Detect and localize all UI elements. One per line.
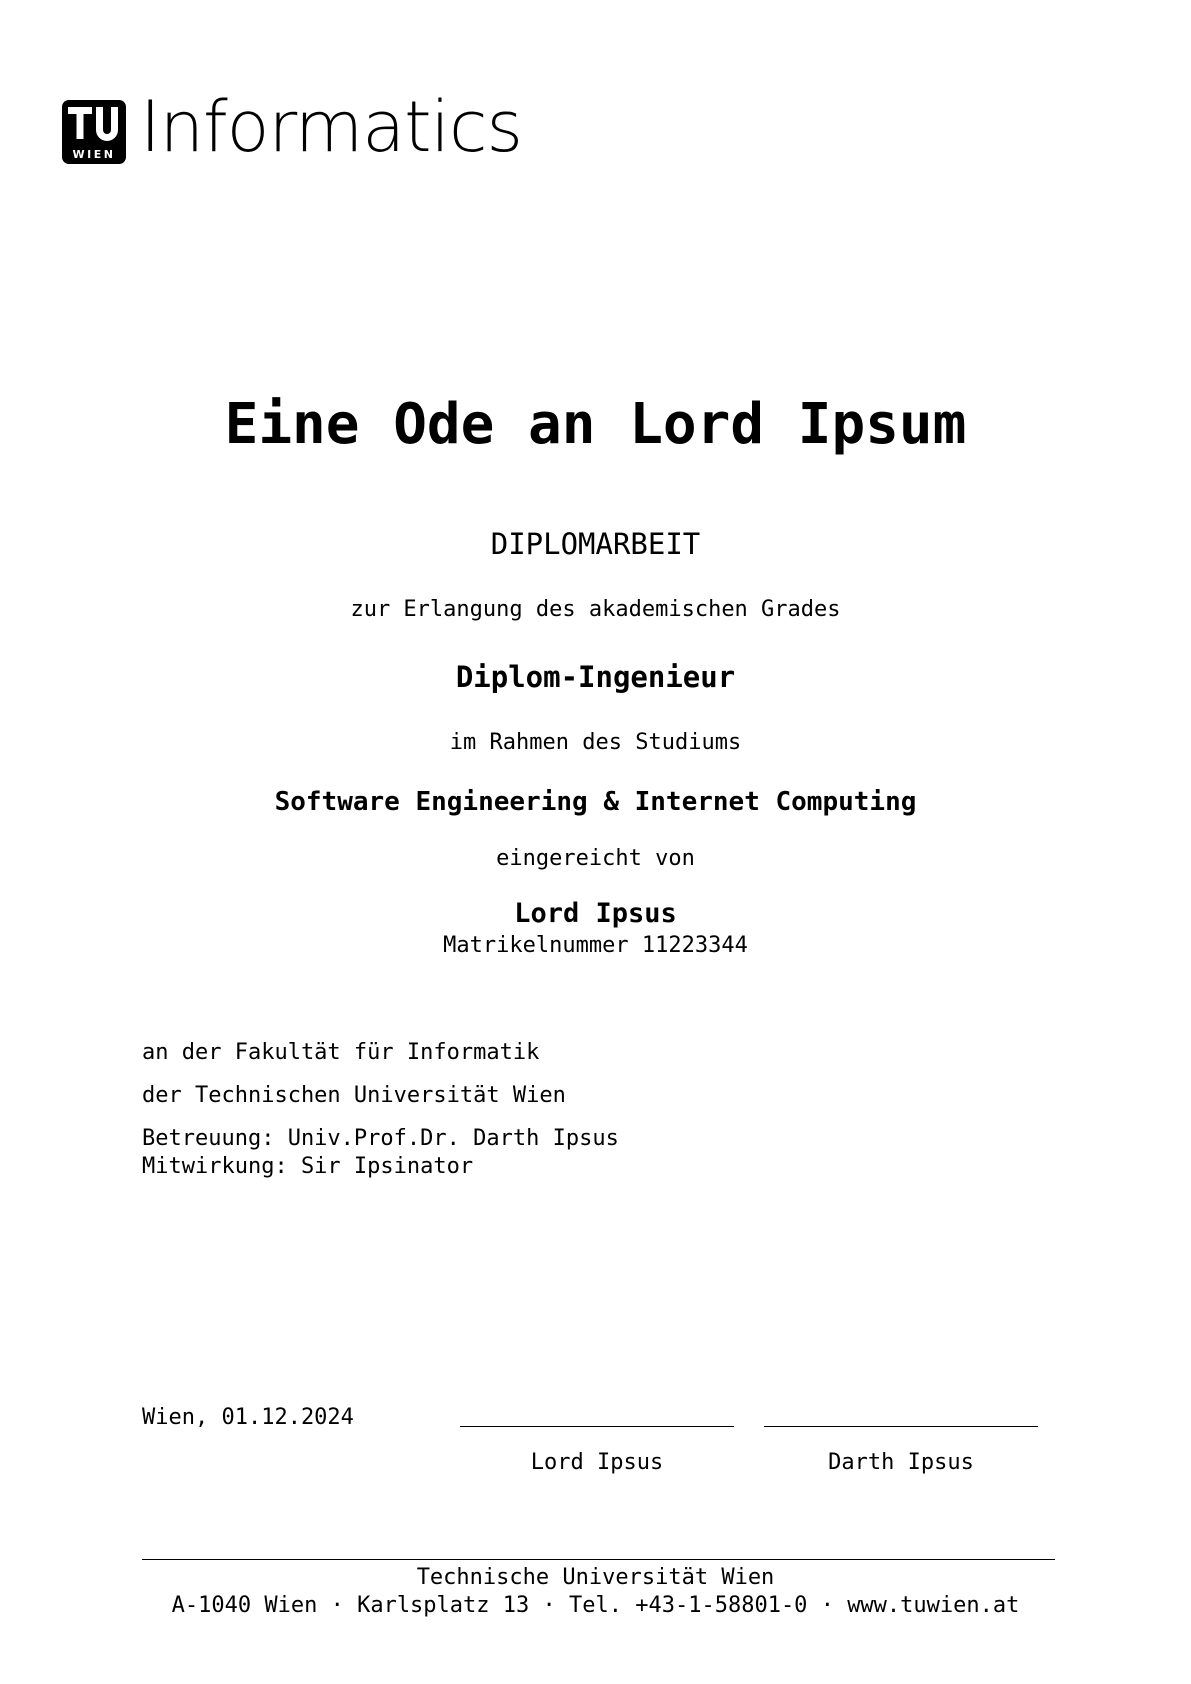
footer-separator: ·: [820, 1593, 834, 1618]
footer-institution: Technische Universität Wien: [416, 1565, 775, 1590]
thesis-title: Eine Ode an Lord Ipsum: [224, 392, 967, 457]
place-date: Wien, 01.12.2024: [142, 1405, 354, 1430]
footer-address: A-1040 Wien: [171, 1593, 318, 1618]
signature-line-author: [460, 1426, 734, 1427]
logo-wordmark: Informatics: [140, 86, 522, 168]
footer-street: Karlsplatz 13: [357, 1593, 530, 1618]
footer-website: www.tuwien.at: [847, 1593, 1020, 1618]
footer-phone: Tel. +43-1-58801-0: [569, 1593, 808, 1618]
thesis-type: DIPLOMARBEIT: [490, 527, 701, 561]
university-line: der Technischen Universität Wien: [142, 1083, 566, 1108]
footer-contact: [0, 1593, 1191, 1618]
author-name: Lord Ipsus: [514, 898, 677, 929]
signature-name-supervisor: Darth Ipsus: [828, 1450, 974, 1475]
study-program: Software Engineering & Internet Computing: [274, 787, 917, 817]
matriculation-number: Matrikelnummer 11223344: [443, 933, 748, 958]
tu-wien-informatics-logo: [62, 86, 522, 168]
tu-logo-icon: [62, 100, 126, 164]
signature-name-author: Lord Ipsus: [530, 1450, 664, 1475]
footer-divider: [142, 1559, 1055, 1560]
faculty-line: an der Fakultät für Informatik: [142, 1040, 540, 1065]
assistance-line: Mitwirkung: Sir Ipsinator: [142, 1154, 474, 1179]
advisor-line: Betreuung: Univ.Prof.Dr. Darth Ipsus: [142, 1126, 619, 1151]
wien-label: WIEN: [72, 148, 116, 161]
signature-line-supervisor: [764, 1426, 1038, 1427]
submitted-by-label: eingereicht von: [496, 846, 695, 871]
footer-separator: ·: [542, 1593, 556, 1618]
degree-intro: zur Erlangung des akademischen Grades: [350, 597, 841, 622]
program-intro: im Rahmen des Studiums: [449, 730, 742, 755]
tu-wien-logo-mark: [62, 100, 126, 164]
degree-title: Diplom-Ingenieur: [455, 660, 736, 694]
footer-separator: ·: [330, 1593, 344, 1618]
